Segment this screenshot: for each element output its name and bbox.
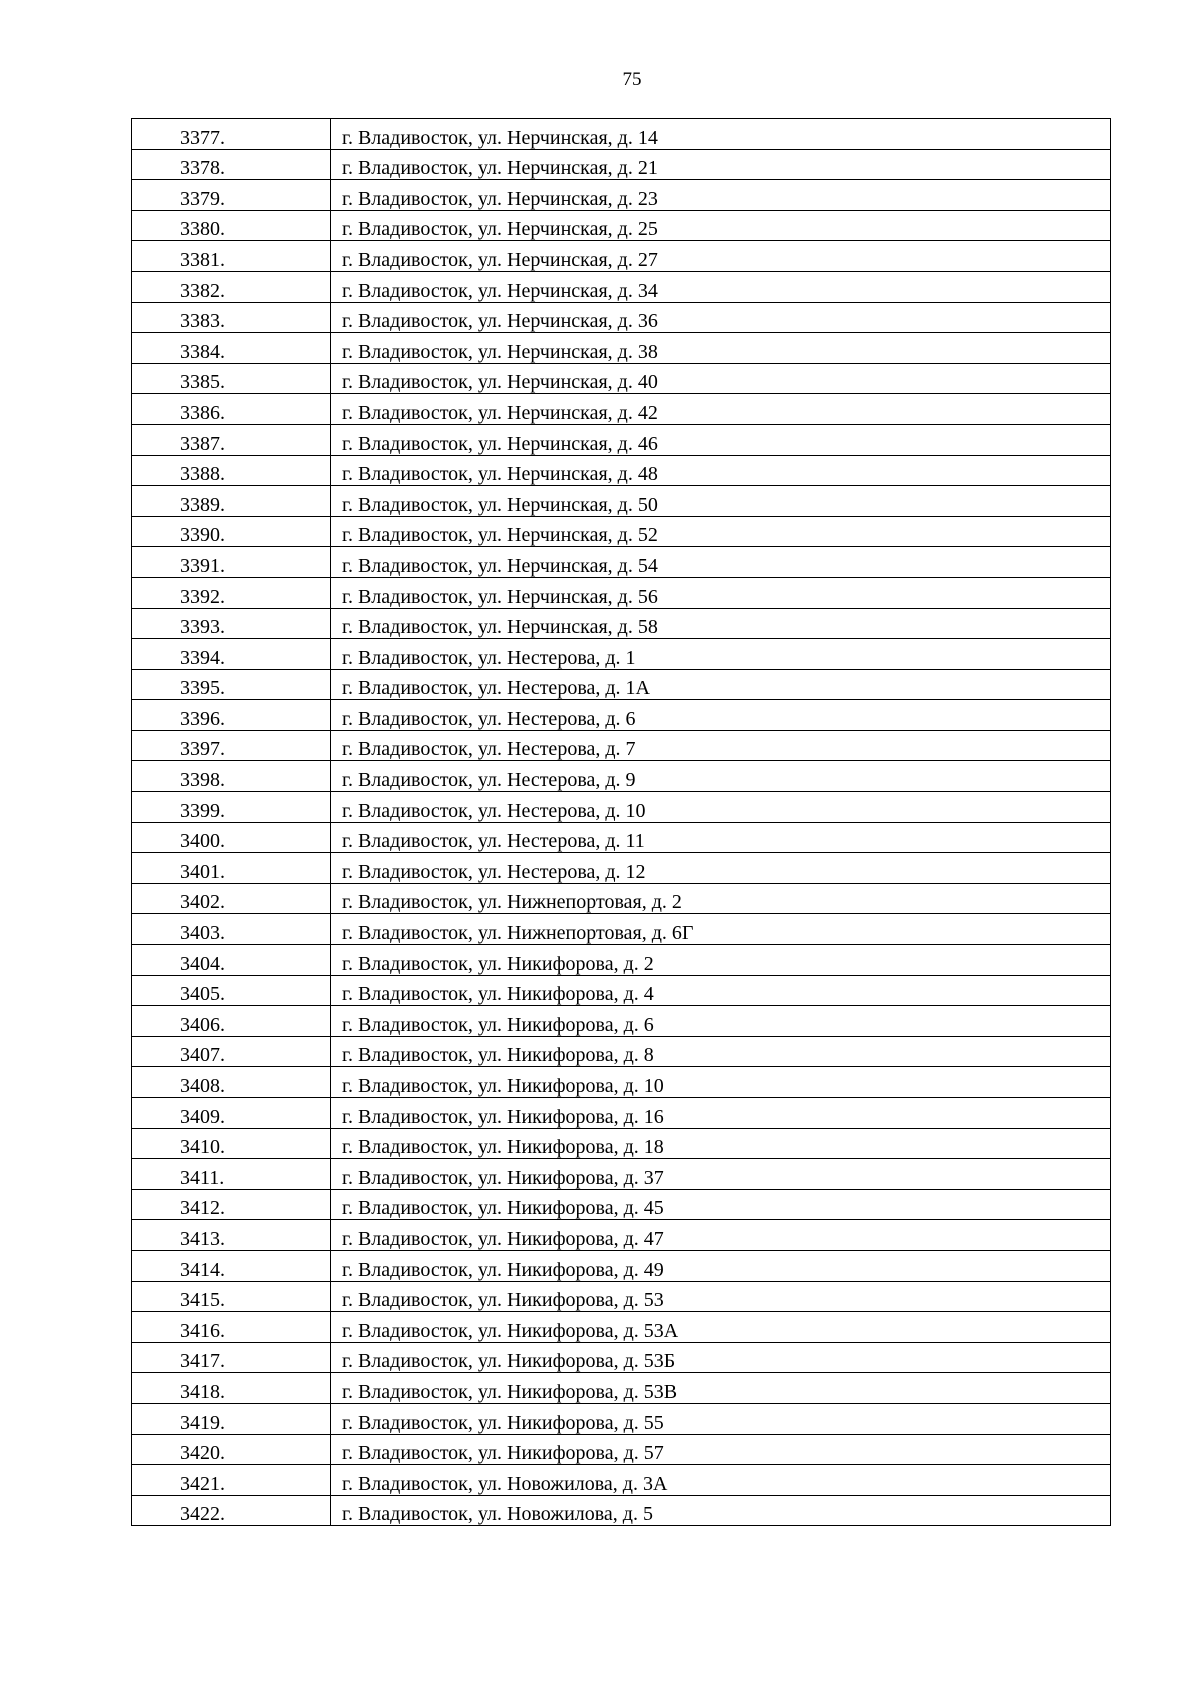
row-number-cell: 3380.: [132, 210, 331, 241]
row-number-cell: 3403.: [132, 914, 331, 945]
row-number-cell: 3420.: [132, 1434, 331, 1465]
table-row: [132, 883, 1111, 914]
table-row: [132, 792, 1111, 823]
address-cell: г. Владивосток, ул. Нестерова, д. 11: [331, 822, 1111, 853]
page-number: 75: [622, 69, 642, 90]
address-cell: г. Владивосток, ул. Нерчинская, д. 46: [331, 424, 1111, 455]
address-cell: г. Владивосток, ул. Нерчинская, д. 36: [331, 302, 1111, 333]
row-number-cell: 3409.: [132, 1098, 331, 1129]
table-row: [132, 1465, 1111, 1496]
address-cell: г. Владивосток, ул. Нижнепортовая, д. 6Г: [331, 914, 1111, 945]
row-number-cell: 3400.: [132, 822, 331, 853]
address-cell: г. Владивосток, ул. Нерчинская, д. 56: [331, 577, 1111, 608]
row-number-cell: 3391.: [132, 547, 331, 578]
row-number-cell: 3395.: [132, 669, 331, 700]
table-row: [132, 149, 1111, 180]
table-row: [132, 486, 1111, 517]
table-row: [132, 1098, 1111, 1129]
address-cell: г. Владивосток, ул. Нестерова, д. 7: [331, 730, 1111, 761]
address-cell: г. Владивосток, ул. Нерчинская, д. 34: [331, 271, 1111, 302]
table-row: [132, 1067, 1111, 1098]
row-number-cell: 3406.: [132, 1006, 331, 1037]
table-row: [132, 394, 1111, 425]
address-cell: г. Владивосток, ул. Никифорова, д. 53: [331, 1281, 1111, 1312]
address-cell: г. Владивосток, ул. Новожилова, д. 3А: [331, 1465, 1111, 1496]
address-cell: г. Владивосток, ул. Нестерова, д. 1А: [331, 669, 1111, 700]
address-cell: г. Владивосток, ул. Никифорова, д. 53В: [331, 1373, 1111, 1404]
row-number-cell: 3387.: [132, 424, 331, 455]
row-number-cell: 3408.: [132, 1067, 331, 1098]
table-row: [132, 914, 1111, 945]
address-cell: г. Владивосток, ул. Нерчинская, д. 42: [331, 394, 1111, 425]
address-cell: г. Владивосток, ул. Нерчинская, д. 52: [331, 516, 1111, 547]
row-number-cell: 3412.: [132, 1189, 331, 1220]
row-number-cell: 3394.: [132, 639, 331, 670]
row-number-cell: 3416.: [132, 1312, 331, 1343]
row-number-cell: 3378.: [132, 149, 331, 180]
table-row: [132, 853, 1111, 884]
address-cell: г. Владивосток, ул. Нерчинская, д. 23: [331, 180, 1111, 211]
address-cell: г. Владивосток, ул. Нерчинская, д. 48: [331, 455, 1111, 486]
address-cell: г. Владивосток, ул. Нерчинская, д. 21: [331, 149, 1111, 180]
address-cell: г. Владивосток, ул. Нерчинская, д. 27: [331, 241, 1111, 272]
row-number-cell: 3389.: [132, 486, 331, 517]
address-cell: г. Владивосток, ул. Нерчинская, д. 50: [331, 486, 1111, 517]
address-cell: г. Владивосток, ул. Никифорова, д. 53Б: [331, 1342, 1111, 1373]
address-cell: г. Владивосток, ул. Никифорова, д. 53А: [331, 1312, 1111, 1343]
row-number-cell: 3405.: [132, 975, 331, 1006]
address-cell: г. Владивосток, ул. Никифорова, д. 49: [331, 1250, 1111, 1281]
table-row: [132, 1159, 1111, 1190]
table-row: [132, 180, 1111, 211]
table-row: [132, 302, 1111, 333]
address-cell: г. Владивосток, ул. Нерчинская, д. 14: [331, 119, 1111, 150]
table-row: [132, 241, 1111, 272]
address-cell: г. Владивосток, ул. Нестерова, д. 12: [331, 853, 1111, 884]
row-number-cell: 3418.: [132, 1373, 331, 1404]
row-number-cell: 3417.: [132, 1342, 331, 1373]
table-row: [132, 119, 1111, 150]
table-row: [132, 577, 1111, 608]
table-row: [132, 669, 1111, 700]
row-number-cell: 3415.: [132, 1281, 331, 1312]
address-cell: г. Владивосток, ул. Никифорова, д. 57: [331, 1434, 1111, 1465]
row-number-cell: 3392.: [132, 577, 331, 608]
row-number-cell: 3407.: [132, 1036, 331, 1067]
address-cell: г. Владивосток, ул. Нерчинская, д. 40: [331, 363, 1111, 394]
table-row: [132, 1434, 1111, 1465]
row-number-cell: 3419.: [132, 1403, 331, 1434]
row-number-cell: 3381.: [132, 241, 331, 272]
table-row: [132, 730, 1111, 761]
row-number-cell: 3397.: [132, 730, 331, 761]
table-row: [132, 1342, 1111, 1373]
table-row: [132, 1128, 1111, 1159]
address-cell: г. Владивосток, ул. Никифорова, д. 55: [331, 1403, 1111, 1434]
row-number-cell: 3411.: [132, 1159, 331, 1190]
table-row: [132, 1403, 1111, 1434]
row-number-cell: 3383.: [132, 302, 331, 333]
address-cell: г. Владивосток, ул. Новожилова, д. 5: [331, 1495, 1111, 1526]
table-row: [132, 1281, 1111, 1312]
row-number-cell: 3399.: [132, 792, 331, 823]
table-row: [132, 1250, 1111, 1281]
row-number-cell: 3402.: [132, 883, 331, 914]
row-number-cell: 3385.: [132, 363, 331, 394]
table-row: [132, 1189, 1111, 1220]
row-number-cell: 3414.: [132, 1250, 331, 1281]
address-cell: г. Владивосток, ул. Нерчинская, д. 25: [331, 210, 1111, 241]
address-cell: г. Владивосток, ул. Нестерова, д. 1: [331, 639, 1111, 670]
address-table: [131, 118, 1111, 1526]
address-cell: г. Владивосток, ул. Никифорова, д. 10: [331, 1067, 1111, 1098]
row-number-cell: 3398.: [132, 761, 331, 792]
table-row: [132, 333, 1111, 364]
table-row: [132, 945, 1111, 976]
address-cell: г. Владивосток, ул. Никифорова, д. 6: [331, 1006, 1111, 1037]
table-row: [132, 271, 1111, 302]
address-cell: г. Владивосток, ул. Никифорова, д. 47: [331, 1220, 1111, 1251]
row-number-cell: 3379.: [132, 180, 331, 211]
address-cell: г. Владивосток, ул. Никифорова, д. 37: [331, 1159, 1111, 1190]
row-number-cell: 3382.: [132, 271, 331, 302]
table-row: [132, 1495, 1111, 1526]
address-cell: г. Владивосток, ул. Нерчинская, д. 58: [331, 608, 1111, 639]
address-cell: г. Владивосток, ул. Никифорова, д. 16: [331, 1098, 1111, 1129]
address-cell: г. Владивосток, ул. Нерчинская, д. 54: [331, 547, 1111, 578]
table-row: [132, 822, 1111, 853]
row-number-cell: 3396.: [132, 700, 331, 731]
table-row: [132, 639, 1111, 670]
address-cell: г. Владивосток, ул. Никифорова, д. 45: [331, 1189, 1111, 1220]
address-cell: г. Владивосток, ул. Никифорова, д. 8: [331, 1036, 1111, 1067]
row-number-cell: 3404.: [132, 945, 331, 976]
row-number-cell: 3377.: [132, 119, 331, 150]
address-cell: г. Владивосток, ул. Никифорова, д. 4: [331, 975, 1111, 1006]
address-cell: г. Владивосток, ул. Нерчинская, д. 38: [331, 333, 1111, 364]
table-row: [132, 210, 1111, 241]
row-number-cell: 3384.: [132, 333, 331, 364]
row-number-cell: 3413.: [132, 1220, 331, 1251]
row-number-cell: 3422.: [132, 1495, 331, 1526]
table-row: [132, 1006, 1111, 1037]
row-number-cell: 3393.: [132, 608, 331, 639]
row-number-cell: 3421.: [132, 1465, 331, 1496]
row-number-cell: 3386.: [132, 394, 331, 425]
table-row: [132, 700, 1111, 731]
table-row: [132, 1220, 1111, 1251]
address-table-body: [132, 119, 1111, 1526]
address-cell: г. Владивосток, ул. Нестерова, д. 6: [331, 700, 1111, 731]
table-row: [132, 455, 1111, 486]
table-row: [132, 608, 1111, 639]
table-row: [132, 363, 1111, 394]
row-number-cell: 3388.: [132, 455, 331, 486]
table-row: [132, 547, 1111, 578]
table-row: [132, 1312, 1111, 1343]
table-row: [132, 1373, 1111, 1404]
address-cell: г. Владивосток, ул. Нижнепортовая, д. 2: [331, 883, 1111, 914]
address-cell: г. Владивосток, ул. Никифорова, д. 2: [331, 945, 1111, 976]
address-cell: г. Владивосток, ул. Нестерова, д. 9: [331, 761, 1111, 792]
row-number-cell: 3390.: [132, 516, 331, 547]
row-number-cell: 3401.: [132, 853, 331, 884]
row-number-cell: 3410.: [132, 1128, 331, 1159]
address-cell: г. Владивосток, ул. Никифорова, д. 18: [331, 1128, 1111, 1159]
table-row: [132, 424, 1111, 455]
address-cell: г. Владивосток, ул. Нестерова, д. 10: [331, 792, 1111, 823]
table-row: [132, 516, 1111, 547]
table-row: [132, 1036, 1111, 1067]
table-row: [132, 975, 1111, 1006]
table-row: [132, 761, 1111, 792]
